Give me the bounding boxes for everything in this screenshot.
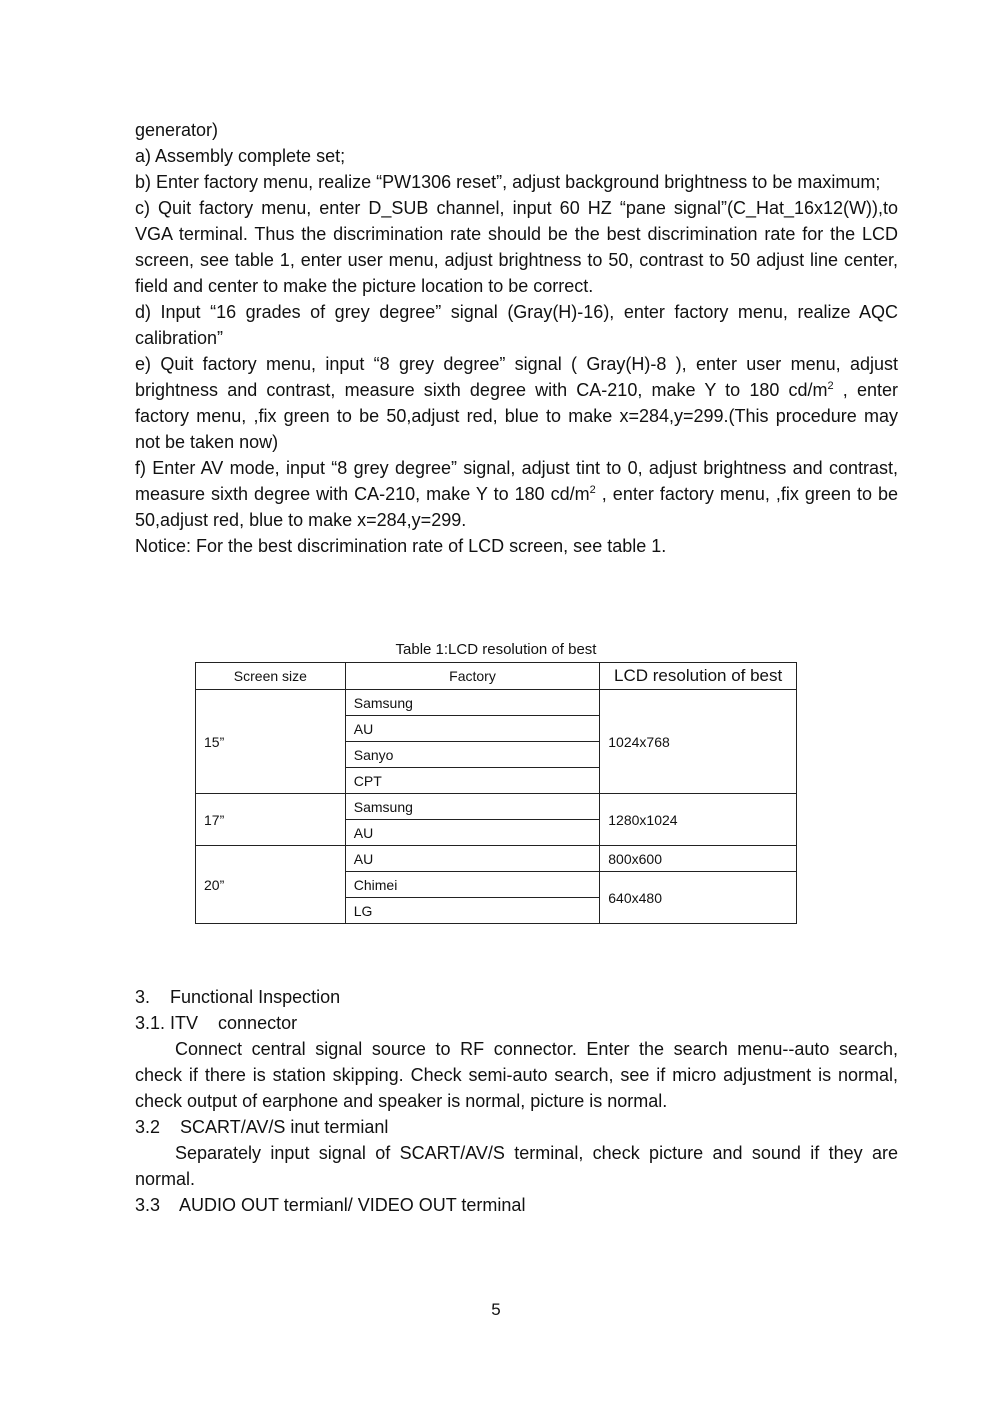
step-f-superscript: 2 — [589, 484, 596, 496]
section-3-1-heading: 3.1. ITV connector — [135, 1013, 298, 1033]
section-3-heading: 3. Functional Inspection — [135, 987, 341, 1007]
cell-factory: Samsung — [345, 794, 600, 820]
step-d: d) Input “16 grades of grey degree” signal (Gray(H)-16), enter factory menu, realize AQC calibration” — [135, 302, 898, 348]
cell-res-20-other: 640x480 — [600, 872, 797, 924]
step-e — [135, 351, 898, 455]
section-3-3-heading: 3.3 AUDIO OUT termianl/ VIDEO OUT terminal — [135, 1195, 526, 1215]
section-3-1-body: Connect central signal source to RF connector. Enter the search menu--auto search, check if there is station skipping. Check semi-auto search, see if micro adjustment is normal, check output of earphone and speaker is normal, picture is normal. — [135, 1039, 898, 1111]
table-row — [196, 794, 797, 820]
page-number: 5 — [491, 1300, 501, 1319]
cell-factory: Sanyo — [345, 742, 600, 768]
cell-factory: LG — [345, 898, 600, 924]
cell-res-20-au: 800x600 — [600, 846, 797, 872]
lcd-resolution-table — [195, 662, 797, 924]
header-factory: Factory — [345, 663, 600, 690]
table-row — [196, 690, 797, 716]
step-e-superscript: 2 — [827, 380, 834, 392]
step-b: b) Enter factory menu, realize “PW1306 reset”, adjust background brightness to be maximum; — [135, 172, 881, 192]
step-e-text: e) Quit factory menu, input “8 grey degree” signal ( Gray(H)-8 ), enter user menu, adjust brightness and contrast, measure sixth degree with CA-210, make Y to 180 cd/m — [135, 354, 898, 400]
cell-factory: Samsung — [345, 690, 600, 716]
table-caption: Table 1:LCD resolution of best — [395, 641, 597, 658]
table-header-row — [196, 663, 797, 690]
cell-size-17: 17” — [196, 794, 346, 846]
cell-size-20: 20” — [196, 846, 346, 924]
cell-factory: Chimei — [345, 872, 600, 898]
step-f — [135, 455, 898, 533]
cell-res-15: 1024x768 — [600, 690, 797, 794]
cell-factory: CPT — [345, 768, 600, 794]
procedure-steps — [135, 117, 898, 559]
cell-factory: AU — [345, 846, 600, 872]
cell-size-15: 15” — [196, 690, 346, 794]
section-3-2-body: Separately input signal of SCART/AV/S terminal, check picture and sound if they are normal. — [135, 1143, 898, 1189]
cell-factory: AU — [345, 820, 600, 846]
table-row — [196, 846, 797, 872]
cell-res-17: 1280x1024 — [600, 794, 797, 846]
step-f-text: f) Enter AV mode, input “8 grey degree” signal, adjust tint to 0, adjust brightness and contrast, measure sixth degree with CA-210, make Y to 180 cd/m — [135, 458, 898, 504]
para-generator: generator) — [135, 120, 219, 140]
header-resolution: LCD resolution of best — [600, 663, 797, 690]
step-c: c) Quit factory menu, enter D_SUB channel, input 60 HZ “pane signal”(C_Hat_16x12(W)),to VGA terminal. Thus the discrimination rate should be the best discrimination rate for the LCD screen, see table 1, enter user menu, adjust brightness to 50, contrast to 50 adjust line center, field and center to make the picture location to be correct. — [135, 198, 898, 296]
header-screen-size: Screen size — [196, 663, 346, 690]
notice: Notice: For the best discrimination rate of LCD screen, see table 1. — [135, 536, 667, 556]
functional-inspection-section — [135, 984, 898, 1218]
step-e-text-end: , enter factory menu, ,fix green to be 50,adjust red, blue to make x=284,y=299.(This procedure may not be taken now) — [135, 380, 898, 452]
cell-factory: AU — [345, 716, 600, 742]
step-a: a) Assembly complete set; — [135, 146, 346, 166]
step-f-text-end: , enter factory menu, ,fix green to be 50,adjust red, blue to make x=284,y=299. — [135, 484, 899, 530]
section-3-2-heading: 3.2 SCART/AV/S inut termianl — [135, 1117, 389, 1137]
